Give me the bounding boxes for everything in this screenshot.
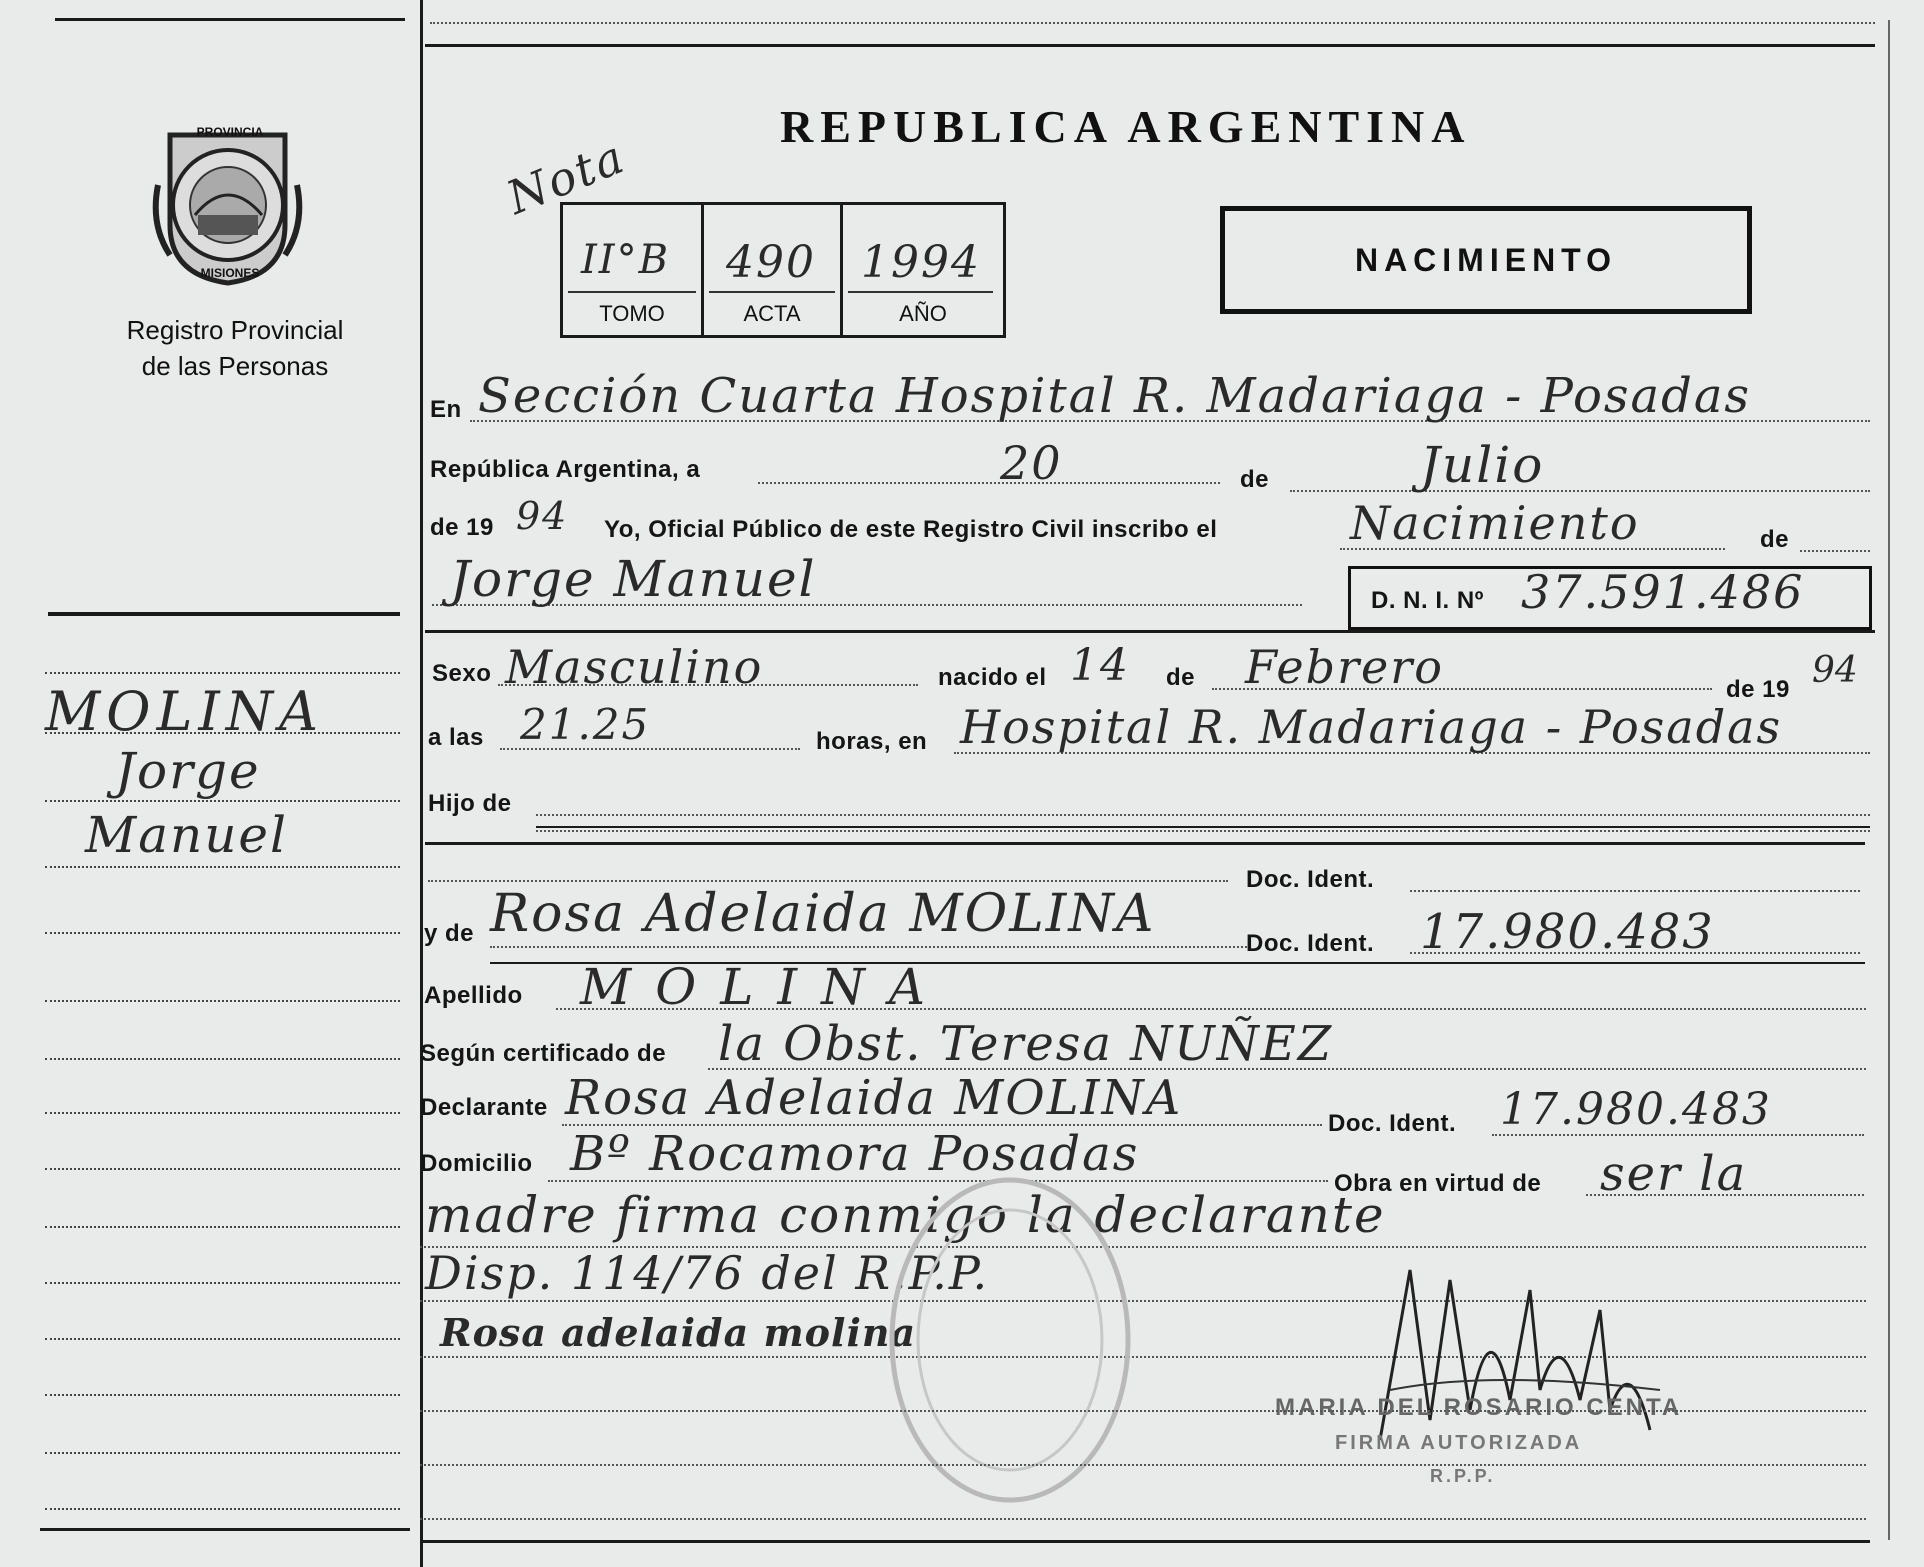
sidebar-line bbox=[45, 1112, 400, 1114]
dotted-line bbox=[420, 1410, 1866, 1412]
sidebar-line bbox=[45, 1168, 400, 1170]
tomo-cell bbox=[563, 205, 704, 335]
declarante-doc-value: 17.980.483 bbox=[1500, 1084, 1772, 1135]
dotted-line bbox=[758, 482, 1220, 484]
declarante-doc-label: Doc. Ident. bbox=[1328, 1110, 1457, 1137]
madre-value: Rosa Adelaida MOLINA bbox=[490, 884, 1156, 944]
domicilio-label: Domicilio bbox=[420, 1150, 533, 1177]
nombre-value: Jorge Manuel bbox=[450, 550, 817, 608]
sidebar-line bbox=[45, 732, 400, 734]
dotted-line bbox=[420, 1464, 1866, 1466]
margin-note-first: Jorge bbox=[115, 742, 261, 800]
acta-label: ACTA bbox=[743, 301, 801, 326]
seccion-value: Sección Cuarta Hospital R. Madariaga - Posadas bbox=[478, 368, 1752, 424]
column-divider bbox=[420, 0, 423, 1567]
oficial-org: R.P.P. bbox=[1430, 1466, 1496, 1486]
acta-value: 490 bbox=[726, 237, 816, 288]
dotted-line bbox=[420, 1518, 1866, 1520]
certificado-label: Según certificado de bbox=[420, 1040, 667, 1067]
sidebar-line bbox=[45, 1394, 400, 1396]
en-label: En bbox=[430, 396, 462, 423]
dotted-line bbox=[1410, 890, 1860, 892]
dni-label: D. N. I. Nº bbox=[1371, 587, 1484, 614]
bottom-rule bbox=[420, 1540, 1870, 1543]
anio-prefix: de 19 bbox=[430, 514, 494, 541]
dotted-line bbox=[490, 946, 1250, 948]
nacido-mes: Febrero bbox=[1245, 640, 1444, 694]
header-top-rule bbox=[425, 44, 1875, 47]
registry-name-line1: Registro Provincial bbox=[126, 315, 344, 345]
oficial-nombre: MARIA DEL ROSARIO CENTA bbox=[1275, 1394, 1683, 1421]
official-stamp-icon bbox=[880, 1170, 1140, 1510]
registry-name-line2: de las Personas bbox=[141, 351, 329, 381]
ano-cell bbox=[843, 205, 1003, 335]
apellido-label: Apellido bbox=[424, 982, 523, 1009]
sidebar-bottom-rule bbox=[40, 1528, 410, 1531]
acto-de-label: de bbox=[1760, 526, 1790, 553]
horas-en-label: horas, en bbox=[816, 728, 928, 755]
firma-declarante: Rosa adelaida molina bbox=[440, 1310, 917, 1355]
tomo-label: TOMO bbox=[599, 301, 665, 326]
republica-label: República Argentina, a bbox=[430, 456, 701, 483]
sidebar-line bbox=[45, 932, 400, 934]
acta-cell bbox=[704, 205, 843, 335]
seal-text-bottom: MISIONES bbox=[200, 266, 260, 280]
nacido-dia: 14 bbox=[1070, 640, 1130, 691]
lugar-value: Hospital R. Madariaga - Posadas bbox=[960, 700, 1783, 754]
madre-doc-value: 17.980.483 bbox=[1420, 904, 1715, 960]
dotted-line bbox=[1800, 550, 1870, 552]
sidebar-line bbox=[45, 1000, 400, 1002]
section-rule bbox=[425, 842, 1865, 845]
underline bbox=[536, 826, 1870, 828]
nacido-de: de bbox=[1166, 664, 1196, 691]
certificado-value: la Obst. Teresa NUÑEZ bbox=[718, 1016, 1334, 1072]
doc-ident-label: Doc. Ident. bbox=[1246, 866, 1375, 893]
obra-label: Obra en virtud de bbox=[1334, 1170, 1542, 1197]
margin-note-surname: MOLINA bbox=[45, 680, 324, 743]
declarante-label: Declarante bbox=[420, 1094, 548, 1121]
record-type: NACIMIENTO bbox=[1354, 241, 1618, 278]
tomo-acta-box bbox=[560, 202, 1006, 338]
sexo-value: Masculino bbox=[505, 640, 764, 694]
nacido-anio-suffix: 94 bbox=[1812, 650, 1858, 691]
top-dotted-line bbox=[430, 22, 1875, 24]
y-de-label: y de bbox=[424, 920, 475, 947]
country-title: REPUBLICA ARGENTINA bbox=[780, 101, 1472, 152]
oficial-text: Yo, Oficial Público de este Registro Civil inscribo el bbox=[604, 516, 1218, 543]
sidebar-line bbox=[45, 1338, 400, 1340]
sidebar-line bbox=[45, 1058, 400, 1060]
acto-value: Nacimiento bbox=[1350, 496, 1640, 550]
obra-line3: Disp. 114/76 del R.P.P. bbox=[425, 1246, 990, 1300]
dotted-line bbox=[536, 814, 1870, 816]
de-label: de bbox=[1240, 466, 1270, 493]
seal-text-top: PROVINCIA bbox=[196, 125, 264, 139]
sidebar-line bbox=[45, 1282, 400, 1284]
margin-note-second: Manuel bbox=[85, 806, 288, 864]
dni-box bbox=[1348, 566, 1872, 630]
sidebar-line bbox=[45, 1226, 400, 1228]
dia-value: 20 bbox=[1000, 436, 1063, 490]
annotation-nota: Nota bbox=[499, 129, 633, 225]
madre-doc-label: Doc. Ident. bbox=[1246, 930, 1375, 957]
right-edge bbox=[1888, 20, 1890, 1540]
mes-value: Julio bbox=[1420, 436, 1545, 494]
sidebar-rule bbox=[48, 612, 400, 616]
domicilio-value: Bº Rocamora Posadas bbox=[570, 1126, 1140, 1182]
dotted-line bbox=[1290, 490, 1870, 492]
declarante-value: Rosa Adelaida MOLINA bbox=[565, 1070, 1183, 1126]
ano-label: AÑO bbox=[899, 301, 947, 326]
nacido-anio-prefix: de 19 bbox=[1726, 676, 1790, 703]
sexo-label: Sexo bbox=[432, 660, 492, 687]
sidebar-line bbox=[45, 1508, 400, 1510]
nacido-label: nacido el bbox=[938, 664, 1047, 691]
sidebar-line bbox=[45, 672, 400, 674]
dotted-line bbox=[536, 830, 1870, 832]
oficial-cargo: FIRMA AUTORIZADA bbox=[1335, 1432, 1583, 1454]
sidebar-line bbox=[45, 800, 400, 802]
obra-value: ser la bbox=[1600, 1146, 1748, 1202]
hora-value: 21.25 bbox=[520, 700, 651, 749]
obra-line2: madre firma conmigo la declarante bbox=[425, 1186, 1386, 1244]
sidebar-line bbox=[45, 866, 400, 868]
tomo-value: II°B bbox=[581, 237, 670, 283]
anio-suffix: 94 bbox=[516, 494, 569, 538]
section-rule bbox=[425, 630, 1875, 633]
dotted-line bbox=[428, 880, 1228, 882]
ano-value: 1994 bbox=[861, 237, 981, 288]
apellido-value: MOLINA bbox=[580, 958, 949, 1016]
a-las-label: a las bbox=[428, 724, 484, 751]
record-type-box bbox=[1220, 206, 1752, 314]
dni-value: 37.591.486 bbox=[1521, 565, 1805, 619]
sidebar-line bbox=[45, 1452, 400, 1454]
province-seal-icon bbox=[150, 115, 305, 285]
sidebar-top-rule bbox=[55, 18, 405, 21]
hijo-label: Hijo de bbox=[428, 790, 512, 817]
registry-name bbox=[90, 312, 380, 384]
